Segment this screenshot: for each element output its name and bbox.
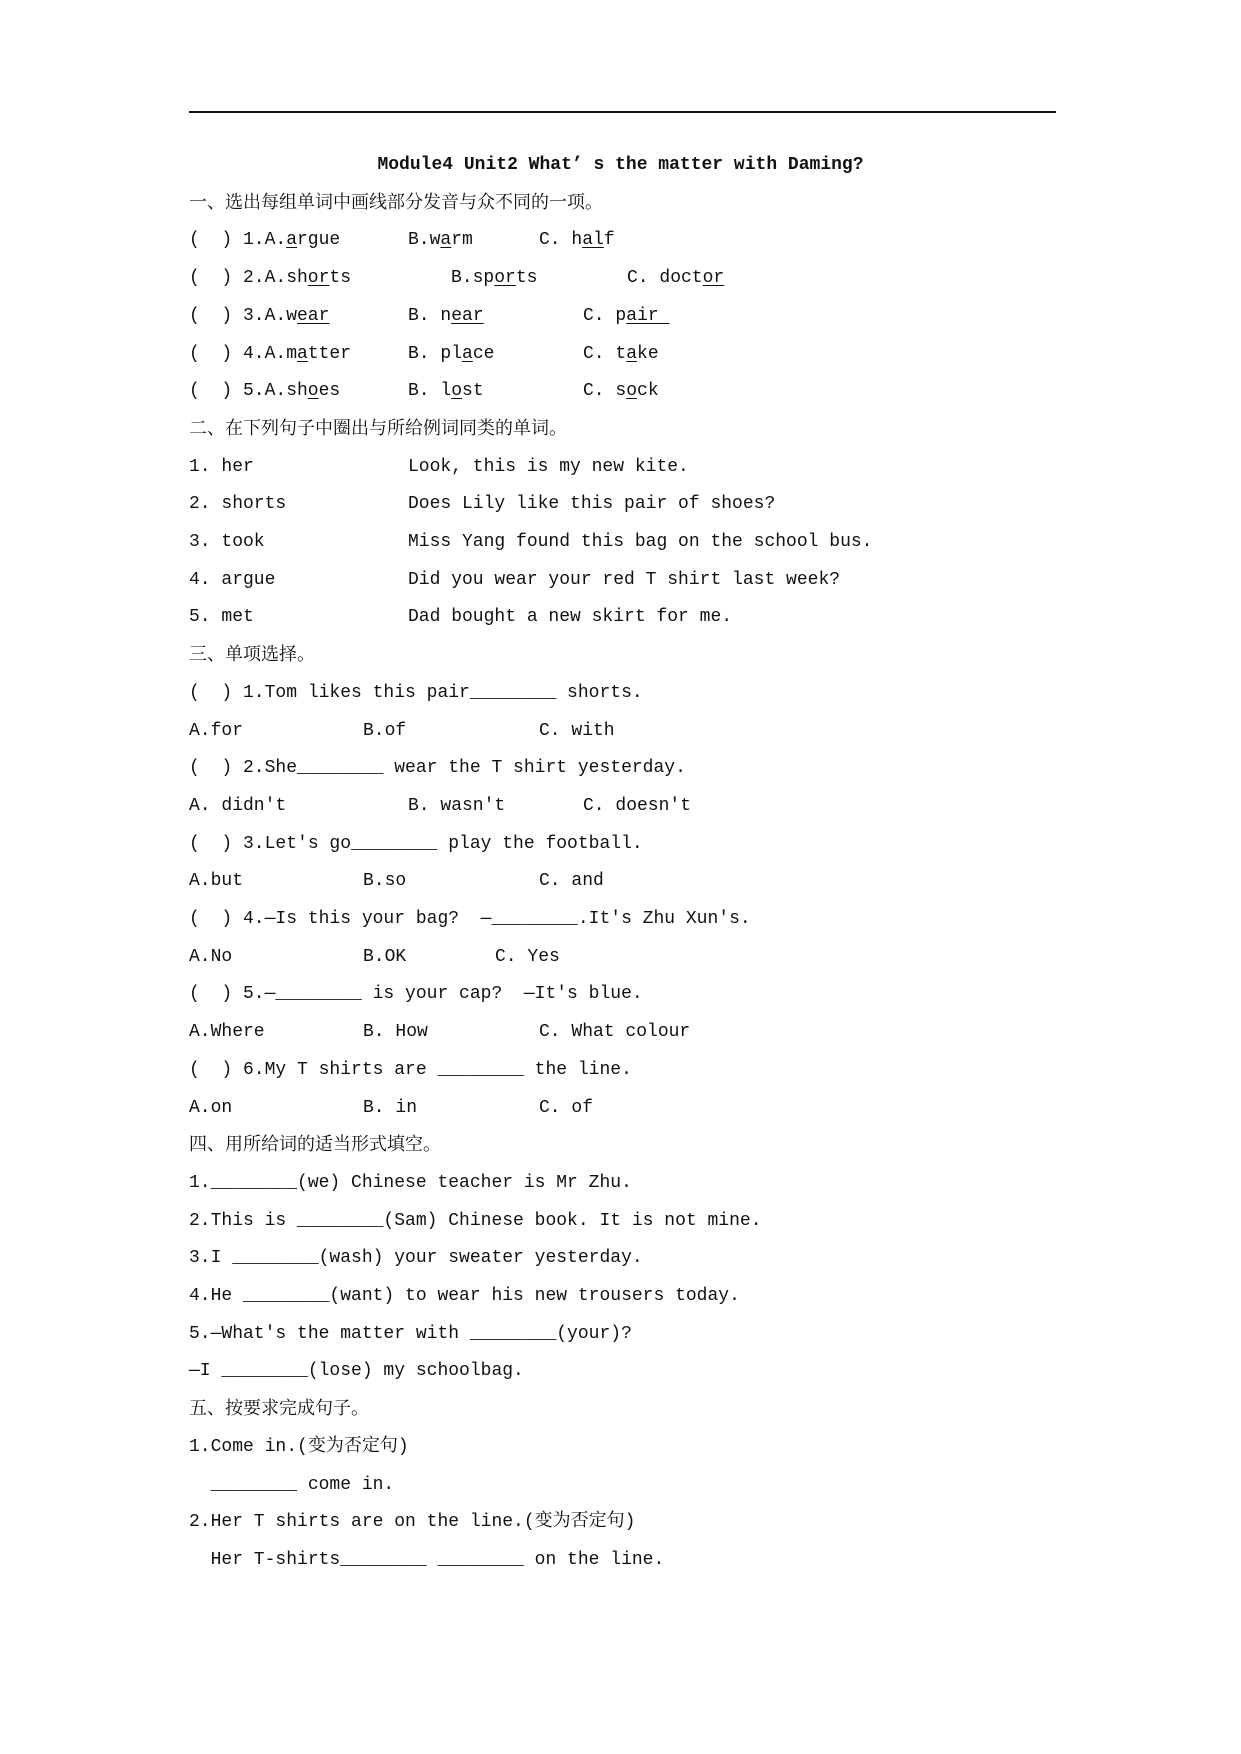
question-text: ( ) 3.Let's go________ play the football. [189, 833, 643, 854]
question-text: ( ) 2.She________ wear the T shirt yesterday. [189, 758, 686, 779]
word-part: rm [451, 230, 473, 251]
option-c [583, 297, 669, 335]
option-a: A.on [189, 1097, 233, 1118]
question-text: ( ) 4.—Is this your bag? —________.It's Zhu Xun's. [189, 909, 751, 929]
option-label: C. [583, 381, 616, 402]
word-part: rgue [297, 230, 341, 251]
option-a: A.No [189, 946, 233, 967]
option-label: B. [408, 230, 430, 251]
option-c: C. Yes [495, 946, 560, 967]
sentence: Dad bought a new skirt for me. [408, 607, 733, 628]
option-a [286, 335, 351, 373]
section-heading-text: 四、用所给词的适当形式填空。 [189, 1134, 441, 1156]
underlined-part: a [297, 343, 308, 364]
underlined-part: a [462, 343, 473, 364]
option-c: C. What colour [539, 1022, 691, 1043]
fill-blank-text: —I ________(lose) my schoolbag. [189, 1361, 524, 1382]
word-part: n [440, 305, 452, 326]
underlined-part: a [440, 230, 452, 251]
option-c: C. doesn't [583, 795, 692, 816]
question-number: ( ) 5.A. [189, 381, 287, 402]
option-a [286, 259, 351, 297]
option-label: B. [408, 305, 441, 326]
question-text: ( ) 1.Tom likes this pair________ shorts. [189, 682, 643, 703]
fill-blank-text: 2.This is ________(Sam) Chinese book. It is not mine. [189, 1210, 762, 1231]
underlined-part: air [626, 305, 670, 326]
word-part: sh [286, 268, 308, 289]
word-part: doct [659, 268, 703, 289]
option-c: C. of [539, 1097, 594, 1118]
option-label: C. [627, 268, 660, 289]
question-text: ( ) 5.—________ is your cap? —It's blue. [189, 984, 643, 1005]
sentence: Did you wear your red T shirt last week? [408, 569, 841, 590]
rewrite-text: ________ come in. [189, 1474, 395, 1495]
fill-blank-text: 3.I ________(wash) your sweater yesterday. [189, 1248, 643, 1269]
word-part: ts [515, 268, 538, 289]
fill-blank-text: 1.________(we) Chinese teacher is Mr Zhu. [189, 1172, 632, 1193]
underlined-part: ear [297, 305, 330, 326]
section-heading-text: 五、按要求完成句子。 [189, 1398, 369, 1420]
word-part: s [615, 381, 627, 402]
word-part: ke [637, 343, 659, 364]
option-label: B. [451, 268, 473, 289]
word-part: h [571, 230, 583, 251]
section-heading-text: 二、在下列句子中圈出与所给例词同类的单词。 [189, 417, 567, 439]
underlined-part: or [307, 268, 330, 289]
question-number: ( ) 4.A. [189, 343, 287, 364]
option-label: C. [583, 343, 616, 364]
option-b: B.so [363, 871, 407, 892]
option-c [627, 259, 724, 297]
option-b: B. How [363, 1022, 428, 1043]
option-b [408, 297, 484, 335]
underlined-part: o [626, 381, 638, 402]
option-a: A.but [189, 871, 244, 892]
example-word: 4. argue [189, 569, 276, 590]
sentence: Look, this is my new kite. [408, 456, 689, 477]
word-part: ck [637, 381, 659, 402]
word-part: w [429, 230, 441, 251]
option-c: C. with [539, 720, 615, 741]
underlined-part: ear [451, 305, 484, 326]
underlined-part: or [494, 268, 516, 289]
option-a: A.Where [189, 1022, 265, 1043]
word-part: p [615, 305, 627, 326]
option-b: B. wasn't [408, 795, 506, 816]
question-number: ( ) 3.A. [189, 305, 287, 326]
underlined-part: a [286, 230, 297, 251]
section-heading-text: 一、选出每组单词中画线部分发音与众不同的一项。 [189, 191, 603, 213]
option-b [451, 259, 537, 297]
word-part: m [286, 343, 297, 364]
question-number: ( ) 2.A. [189, 268, 287, 289]
example-word: 5. met [189, 607, 254, 628]
underlined-part: o [451, 381, 463, 402]
underlined-part: o [307, 381, 319, 402]
option-b: B.of [363, 720, 407, 741]
rewrite-text: 1.Come in.(变为否定句) [189, 1436, 409, 1457]
option-b [408, 221, 473, 259]
example-word: 2. shorts [189, 494, 287, 515]
word-part: tter [307, 343, 352, 364]
option-c [583, 372, 659, 410]
word-part: f [603, 230, 615, 251]
option-c [539, 221, 615, 259]
word-part: l [440, 381, 452, 402]
option-label: C. [539, 230, 572, 251]
option-b [408, 335, 494, 373]
example-word: 3. took [189, 532, 265, 552]
word-part: pl [440, 343, 463, 364]
underlined-part: or [702, 268, 725, 289]
option-a [286, 372, 340, 410]
option-label: B. [408, 343, 441, 364]
question-number: ( ) 1.A. [189, 230, 287, 251]
question-text: ( ) 6.My T shirts are ________ the line. [189, 1059, 632, 1080]
underlined-part: al [582, 230, 604, 251]
sentence: Does Lily like this pair of shoes? [408, 494, 776, 515]
underlined-part: a [626, 343, 638, 364]
option-label: C. [583, 305, 616, 326]
option-c: C. and [539, 871, 604, 892]
option-label: B. [408, 381, 441, 402]
section-heading-text: 三、单项选择。 [189, 644, 315, 666]
rewrite-text: 2.Her T shirts are on the line.(变为否定句) [189, 1512, 636, 1533]
word-part: ts [329, 268, 352, 289]
fill-blank-text: 4.He ________(want) to wear his new trousers today. [189, 1286, 740, 1306]
word-part: st [462, 381, 484, 402]
sentence: Miss Yang found this bag on the school bus. [408, 532, 873, 552]
option-a [286, 221, 340, 259]
rewrite-text: Her T-shirts________ ________ on the line. [189, 1549, 665, 1570]
option-a [286, 297, 329, 335]
page-title: Module4 Unit2 What’ s the matter with Daming? [377, 155, 864, 175]
fill-blank-text: 5.—What's the matter with ________(your)? [189, 1323, 632, 1344]
word-part: t [615, 343, 627, 364]
word-part: sh [286, 381, 308, 402]
option-b [408, 372, 484, 410]
word-part: ce [472, 343, 495, 364]
option-b: B. in [363, 1097, 418, 1118]
word-part: sp [472, 268, 495, 289]
option-a: A.for [189, 720, 244, 741]
word-part: w [286, 305, 297, 326]
header-rule [189, 111, 1056, 113]
word-part: es [318, 381, 341, 402]
example-word: 1. her [189, 456, 254, 477]
option-b: B.OK [363, 946, 407, 967]
option-c [583, 335, 659, 373]
option-a: A. didn't [189, 795, 287, 816]
